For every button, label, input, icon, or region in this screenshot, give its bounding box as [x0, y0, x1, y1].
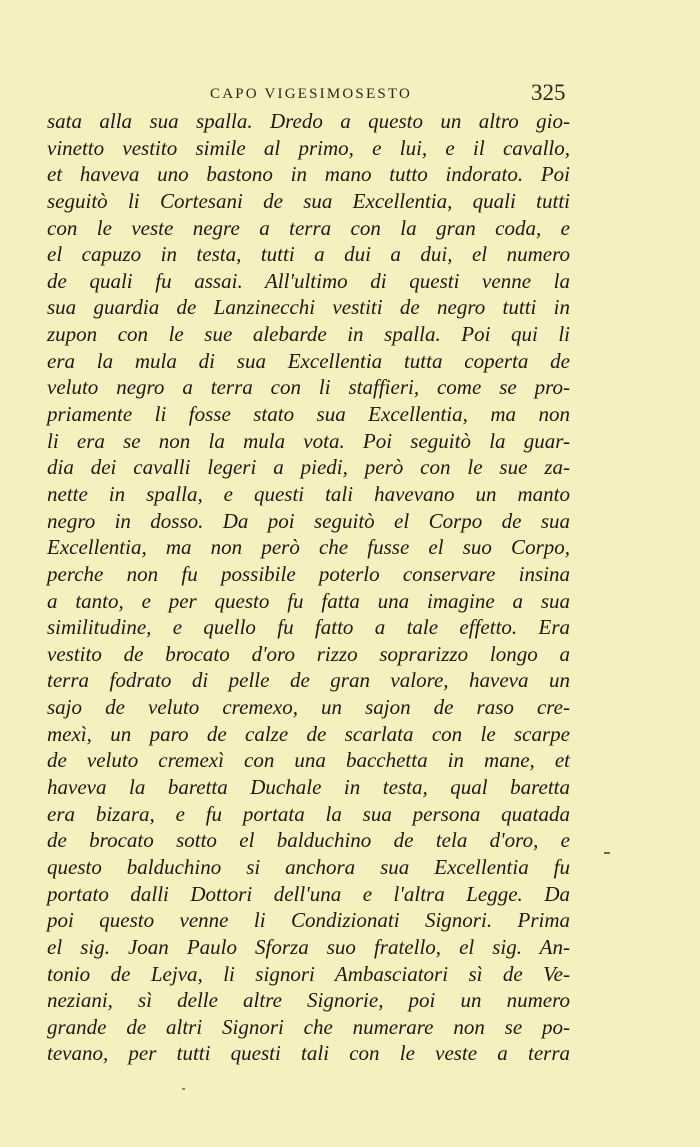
text-line: veluto negro a terra con li staffieri, come se pro- — [47, 375, 570, 400]
text-line: grande de altri Signori che numerare non se po- — [47, 1014, 570, 1039]
text-line: vestito de brocato d'oro rizzo soprarizzo longo a — [47, 641, 570, 666]
text-line: terra fodrato di pelle de gran valore, haveva un — [47, 668, 570, 693]
text-line: similitudine, e quello fu fatto a tale effetto. Era — [47, 615, 570, 640]
text-line: de quali fu assai. All'ultimo di questi venne la — [47, 268, 570, 293]
text-line: a tanto, e per questo fu fatta una imagine a sua — [47, 588, 570, 613]
text-line: de veluto cremexì con una bacchetta in mane, et — [47, 748, 570, 773]
page-speck — [182, 1088, 185, 1090]
text-line: sata alla sua spalla. Dredo a questo un altro gio- — [47, 109, 570, 133]
text-line: neziani, sì delle altre Signorie, poi un numero — [47, 988, 570, 1013]
text-line: el sig. Joan Paulo Sforza suo fratello, el sig. An- — [47, 934, 570, 959]
text-line: Excellentia, ma non però che fusse el suo Corpo, — [47, 535, 570, 560]
body-text — [47, 108, 570, 1067]
text-line: de brocato sotto el balduchino de tela d'oro, e — [47, 828, 570, 853]
text-line: tevano, per tutti questi tali con le veste a terra — [47, 1041, 570, 1066]
text-line: vinetto vestito simile al primo, e lui, e il cavallo, — [47, 135, 570, 160]
text-line: mexì, un paro de calze de scarlata con le scarpe — [47, 721, 570, 746]
text-line: sajo de veluto cremexo, un sajon de raso cre- — [47, 695, 570, 720]
text-line: li era se non la mula vota. Poi seguitò la guar- — [47, 428, 570, 453]
text-line: seguitò li Cortesani de sua Excellentia, quali tutti — [47, 188, 570, 213]
text-line: portato dalli Dottori dell'una e l'altra Legge. Da — [47, 881, 570, 906]
text-line: haveva la baretta Duchale in testa, qual baretta — [47, 775, 570, 800]
text-line: et haveva uno bastono in mano tutto indorato. Poi — [47, 162, 570, 187]
text-line: con le veste negre a terra con la gran coda, e — [47, 215, 570, 240]
page-number: 325 — [531, 80, 566, 105]
margin-mark — [604, 852, 610, 854]
text-line: tonio de Lejva, li signori Ambasciatori sì de Ve- — [47, 961, 570, 986]
text-line: questo balduchino si anchora sua Excellentia fu — [47, 854, 570, 879]
text-line: dia dei cavalli legeri a piedi, però con le sue za- — [47, 455, 570, 480]
chapter-title: CAPO VIGESIMOSESTO — [210, 86, 412, 102]
text-line: priamente li fosse stato sua Excellentia, ma non — [47, 402, 570, 427]
text-line: nette in spalla, e questi tali havevano un manto — [47, 481, 570, 506]
text-line: poi questo venne li Condizionati Signori. Prima — [47, 908, 570, 933]
text-line: zupon con le sue alebarde in spalla. Poi qui li — [47, 322, 570, 347]
text-line: era bizara, e fu portata la sua persona quatada — [47, 801, 570, 826]
text-line: negro in dosso. Da poi seguitò el Corpo de sua — [47, 508, 570, 533]
running-head — [0, 80, 700, 110]
text-line: perche non fu possibile poterlo conservare insina — [47, 561, 570, 586]
text-line: el capuzo in testa, tutti a dui a dui, el numero — [47, 242, 570, 267]
text-line: sua guardia de Lanzinecchi vestiti de negro tutti in — [47, 295, 570, 320]
text-line: era la mula di sua Excellentia tutta coperta de — [47, 348, 570, 373]
